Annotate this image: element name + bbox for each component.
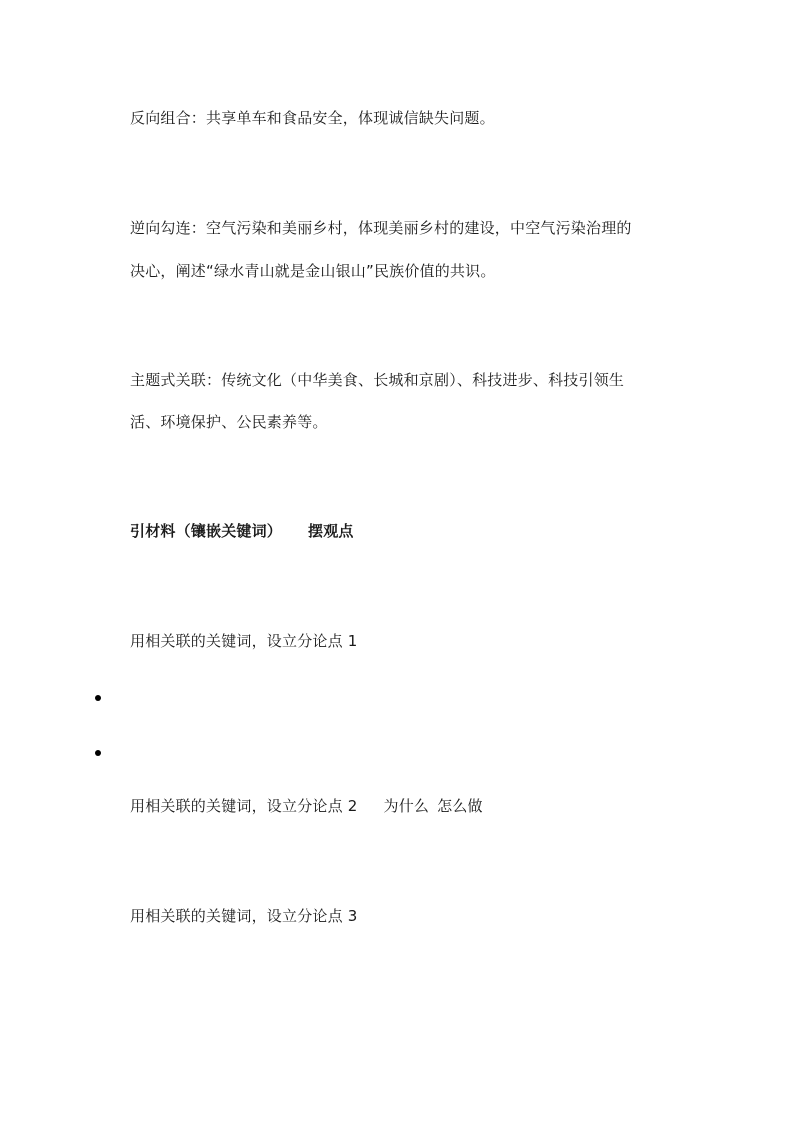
paragraph-theme-link-line-1: 主题式关联：传统文化（中华美食、长城和京剧）、科技进步、科技引领生 [130, 371, 625, 389]
section-heading [130, 521, 354, 541]
heading-viewpoint: 摆观点 [308, 522, 354, 540]
bullet-dot-2 [95, 750, 101, 756]
heading-material: 引材料（镶嵌关键词） [130, 522, 283, 540]
sub-point-3: 用相关联的关键词，设立分论点 3 [130, 907, 358, 925]
sub-point-2-why: 为什么 [383, 797, 430, 815]
bullet-dot-1 [95, 695, 101, 701]
sub-point-1: 用相关联的关键词，设立分论点 1 [130, 632, 358, 650]
paragraph-reverse-link-line-2: 决心，阐述“绿水青山就是金山银山”民族价值的共识。 [130, 262, 496, 280]
sub-point-2 [130, 796, 483, 816]
sub-point-2-how: 怎么做 [437, 797, 483, 815]
sub-point-2-text: 用相关联的关键词，设立分论点 2 [130, 797, 358, 815]
paragraph-reverse-link-line-1: 逆向勾连：空气污染和美丽乡村，体现美丽乡村的建设，中空气污染治理的 [130, 219, 632, 237]
paragraph-theme-link-line-2: 活、环境保护、公民素养等。 [130, 413, 328, 431]
paragraph-reverse-combination: 反向组合：共享单车和食品安全，体现诚信缺失问题。 [130, 109, 495, 127]
